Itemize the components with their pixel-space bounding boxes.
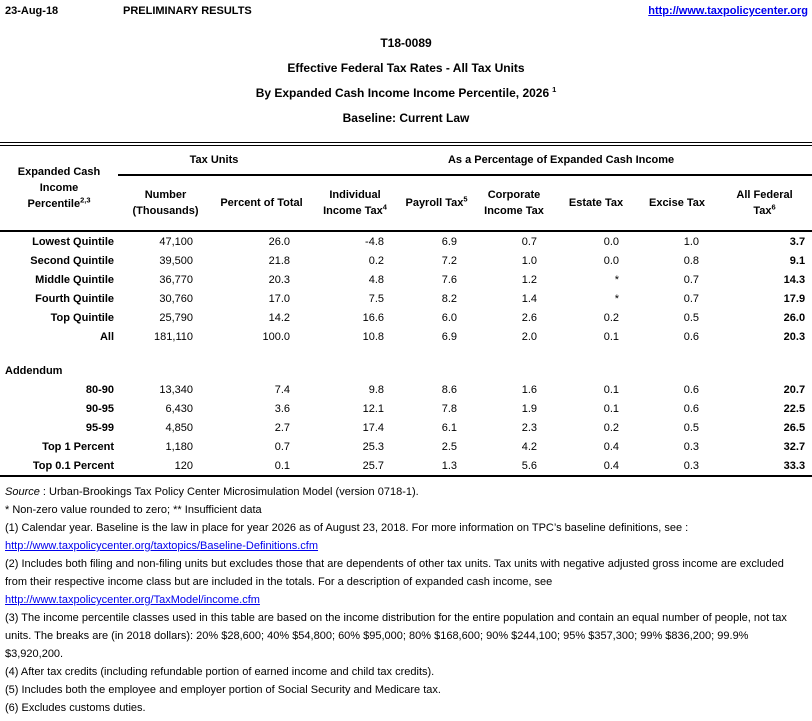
column-header-line: Corporate xyxy=(487,189,541,201)
cell-value: 21.8 xyxy=(268,254,291,267)
source-label: Source xyxy=(5,486,40,498)
footnote-line-8: (5) Includes both the employee and employer portion of Social Security and Medicare tax. xyxy=(5,684,441,696)
cell-value: 8.2 xyxy=(441,292,458,305)
footnote-line-1: * Non-zero value rounded to zero; ** Insufficient data xyxy=(5,504,262,516)
column-header-line: Income Tax xyxy=(484,205,544,217)
cell-value: 0.5 xyxy=(683,421,700,434)
table-row xyxy=(0,231,812,251)
table-row xyxy=(0,418,812,437)
column-header-excise-tax xyxy=(637,175,717,231)
table-row xyxy=(0,270,812,289)
row-label: Second Quintile xyxy=(30,254,114,267)
cell-value: 181,110 xyxy=(154,330,193,343)
cell-value: 0.5 xyxy=(683,311,700,324)
column-header-percent-of-total xyxy=(213,175,310,231)
cell-value: 1.9 xyxy=(521,402,538,415)
column-header-individual-income-tax xyxy=(310,175,400,231)
column-header-line: Number xyxy=(144,189,187,201)
cell-value: 0.2 xyxy=(603,311,620,324)
cell-value: 13,340 xyxy=(159,383,193,396)
cell-value: 6.0 xyxy=(441,311,458,324)
footnote-line-4: (2) Includes both filing and non-filing units but excludes those that are dependents of other tax units. Tax units with negative adjusted gross income are excluded from their respective income class but are included in the totals. For a description of expanded cash income, see xyxy=(5,558,784,588)
cell-value: * xyxy=(614,273,620,286)
cell-value: * xyxy=(614,292,620,305)
cell-value: 5.6 xyxy=(521,459,538,472)
cell-value: 0.7 xyxy=(274,440,291,453)
spacer-row xyxy=(0,346,812,361)
column-header-corporate-income-tax xyxy=(473,175,555,231)
title-main: Effective Federal Tax Rates - All Tax Units xyxy=(287,61,525,75)
cell-value: 0.1 xyxy=(603,383,620,396)
cell-value: 2.0 xyxy=(521,330,538,343)
cell-value: 8.6 xyxy=(441,383,458,396)
cell-all-federal-tax: 3.7 xyxy=(789,235,806,248)
cell-value: 20.3 xyxy=(268,273,291,286)
cell-value: 0.1 xyxy=(274,459,291,472)
cell-value: 9.8 xyxy=(368,383,385,396)
footnote-link[interactable]: http://www.taxpolicycenter.org/taxtopics/Baseline-Definitions.cfm xyxy=(5,540,319,552)
cell-value: 2.5 xyxy=(441,440,458,453)
footnote-line-7: (4) After tax credits (including refundable portion of earned income and child tax credits). xyxy=(5,666,435,678)
cell-value: 0.0 xyxy=(603,254,620,267)
footnotes-section xyxy=(0,477,812,717)
cell-value: 10.8 xyxy=(362,330,385,343)
row-label: 95-99 xyxy=(85,421,114,434)
cell-value: 0.4 xyxy=(603,440,620,453)
cell-all-federal-tax: 26.5 xyxy=(783,421,806,434)
cell-value: 0.7 xyxy=(521,235,538,248)
cell-value: 1.3 xyxy=(441,459,458,472)
taxpolicycenter-link[interactable]: http://www.taxpolicycenter.org xyxy=(648,5,808,17)
column-header-line: All Federal xyxy=(736,189,793,201)
addendum-header-row xyxy=(0,361,812,380)
cell-value: 2.3 xyxy=(521,421,538,434)
table-row xyxy=(0,437,812,456)
cell-value: 7.5 xyxy=(368,292,385,305)
cell-value: 6.9 xyxy=(441,330,458,343)
footnote-ref: 1 xyxy=(552,85,557,94)
column-header-line: Payroll Tax$^5$ xyxy=(405,194,468,209)
cell-value: 100.0 xyxy=(262,330,291,343)
cell-value: 0.8 xyxy=(683,254,700,267)
cell-value: 39,500 xyxy=(159,254,193,267)
cell-value: 1.6 xyxy=(521,383,538,396)
row-label: All xyxy=(99,330,114,343)
table-row xyxy=(0,380,812,399)
column-header-line: Estate Tax xyxy=(568,197,624,209)
cell-value: 1.2 xyxy=(521,273,538,286)
footnote-ref: 2,3 xyxy=(80,195,91,205)
cell-value: -4.8 xyxy=(365,235,385,248)
cell-value: 0.3 xyxy=(683,440,700,453)
cell-value: 0.1 xyxy=(603,330,620,343)
cell-all-federal-tax: 20.7 xyxy=(783,383,806,396)
cell-value: 0.7 xyxy=(683,273,700,286)
cell-value: 17.0 xyxy=(268,292,291,305)
column-header-estate-tax xyxy=(555,175,637,231)
source-note: Source : Urban-Brookings Tax Policy Center Microsimulation Model (version 0718-1). xyxy=(5,486,419,498)
footnote-link-line xyxy=(5,591,808,609)
row-label: 90-95 xyxy=(85,402,114,415)
row-header-line: Income xyxy=(39,182,79,194)
addendum-label: Addendum xyxy=(5,364,63,377)
cell-value: 4.8 xyxy=(368,273,385,286)
row-header-line: Percentile$^{2,3}$ xyxy=(27,195,91,210)
cell-value: 1.4 xyxy=(521,292,538,305)
column-header-payroll-tax xyxy=(400,175,473,231)
cell-value: 0.4 xyxy=(603,459,620,472)
cell-value: 25,790 xyxy=(159,311,193,324)
footnote-link[interactable]: http://www.taxpolicycenter.org/TaxModel/income.cfm xyxy=(5,594,260,606)
cell-value: 1,180 xyxy=(165,440,193,453)
footnote-line-2: (1) Calendar year. Baseline is the law in place for year 2026 as of August 23, 2018. For more information on TPC’s baseline definitions, see : xyxy=(5,522,689,534)
cell-value: 3.6 xyxy=(274,402,291,415)
row-header-expanded-cash-income-percentile xyxy=(0,144,118,231)
footnote-line-6: (3) The income percentile classes used in this table are based on the income distribution for the entire population and contain an equal number of people, not tax units. The breaks are (in 2018 dollars): 20% $28,600; 40% $54,800; 60% $95,000; 80% $168,600; 90% $244,100; 95% $357,300; 99% $836,200; 99.9% $3,920,200. xyxy=(5,612,787,660)
footnote-ref: 4 xyxy=(382,202,387,212)
column-header-line: Tax$^6$ xyxy=(753,202,776,217)
cell-all-federal-tax: 14.3 xyxy=(783,273,806,286)
column-header-line: Income Tax$^4$ xyxy=(323,202,387,217)
row-label: Fourth Quintile xyxy=(35,292,114,305)
column-header-line: (Thousands) xyxy=(132,205,199,217)
row-header-line: Expanded Cash xyxy=(17,166,101,178)
cell-value: 6,430 xyxy=(165,402,193,415)
cell-value: 16.6 xyxy=(362,311,385,324)
group-header-percentage-of-eci: As a Percentage of Expanded Cash Income xyxy=(310,144,812,175)
cell-value: 17.4 xyxy=(362,421,385,434)
cell-value: 26.0 xyxy=(268,235,291,248)
cell-value: 7.8 xyxy=(441,402,458,415)
footnote-line-9: (6) Excludes customs duties. xyxy=(5,702,146,714)
cell-value: 6.9 xyxy=(441,235,458,248)
cell-value: 14.2 xyxy=(268,311,291,324)
cell-value: 0.1 xyxy=(603,402,620,415)
footnote-ref: 5 xyxy=(463,194,468,204)
cell-value: 0.7 xyxy=(683,292,700,305)
cell-value: 0.3 xyxy=(683,459,700,472)
cell-value: 0.6 xyxy=(683,330,700,343)
preliminary-results-label: PRELIMINARY RESULTS xyxy=(123,5,252,17)
footnote-link-line xyxy=(5,537,808,555)
cell-all-federal-tax: 33.3 xyxy=(783,459,806,472)
cell-value: 0.2 xyxy=(368,254,385,267)
table-row xyxy=(0,456,812,476)
column-header-line: Individual xyxy=(329,189,381,201)
group-header-tax-units: Tax Units xyxy=(118,144,310,175)
cell-value: 36,770 xyxy=(159,273,193,286)
cell-value: 6.1 xyxy=(441,421,458,434)
cell-value: 2.7 xyxy=(274,421,291,434)
cell-value: 4.2 xyxy=(521,440,538,453)
row-label: 80-90 xyxy=(85,383,114,396)
table-row xyxy=(0,327,812,346)
page-header xyxy=(0,0,812,17)
row-label: Top 1 Percent xyxy=(42,440,114,453)
row-label: Middle Quintile xyxy=(35,273,114,286)
cell-value: 25.3 xyxy=(362,440,385,453)
table-row xyxy=(0,251,812,270)
column-header-all-federal-tax xyxy=(717,175,812,231)
cell-all-federal-tax: 17.9 xyxy=(783,292,806,305)
cell-value: 30,760 xyxy=(159,292,193,305)
cell-value: 1.0 xyxy=(683,235,700,248)
cell-value: 0.2 xyxy=(603,421,620,434)
cell-value: 47,100 xyxy=(159,235,193,248)
cell-all-federal-tax: 20.3 xyxy=(783,330,806,343)
cell-value: 12.1 xyxy=(362,402,385,415)
row-label: Lowest Quintile xyxy=(32,235,114,248)
cell-value: 7.2 xyxy=(441,254,458,267)
column-header-line: Percent of Total xyxy=(220,197,303,209)
table-row xyxy=(0,308,812,327)
cell-value: 0.6 xyxy=(683,383,700,396)
title-baseline: Baseline: Current Law xyxy=(342,111,470,125)
cell-value: 0.6 xyxy=(683,402,700,415)
cell-value: 120 xyxy=(174,459,193,472)
cell-all-federal-tax: 9.1 xyxy=(789,254,806,267)
column-header-line: Excise Tax xyxy=(648,197,706,209)
table-row xyxy=(0,399,812,418)
footnote-ref: 6 xyxy=(771,202,776,212)
cell-all-federal-tax: 22.5 xyxy=(783,402,806,415)
row-label: Top 0.1 Percent xyxy=(32,459,114,472)
title-block xyxy=(0,31,812,131)
tax-rates-table xyxy=(0,142,812,477)
cell-value: 0.0 xyxy=(603,235,620,248)
report-date: 23-Aug-18 xyxy=(5,5,59,17)
cell-all-federal-tax: 26.0 xyxy=(783,311,806,324)
cell-value: 25.7 xyxy=(362,459,385,472)
table-row xyxy=(0,289,812,308)
cell-value: 1.0 xyxy=(521,254,538,267)
table-id: T18-0089 xyxy=(380,36,432,50)
cell-value: 7.4 xyxy=(274,383,291,396)
cell-all-federal-tax: 32.7 xyxy=(783,440,806,453)
column-header-number-thousands xyxy=(118,175,213,231)
cell-value: 2.6 xyxy=(521,311,538,324)
title-percentile-line: By Expanded Cash Income Income Percentile, 2026 $^1$ xyxy=(255,85,557,100)
cell-value: 7.6 xyxy=(441,273,458,286)
cell-value: 4,850 xyxy=(165,421,193,434)
row-label: Top Quintile xyxy=(50,311,114,324)
